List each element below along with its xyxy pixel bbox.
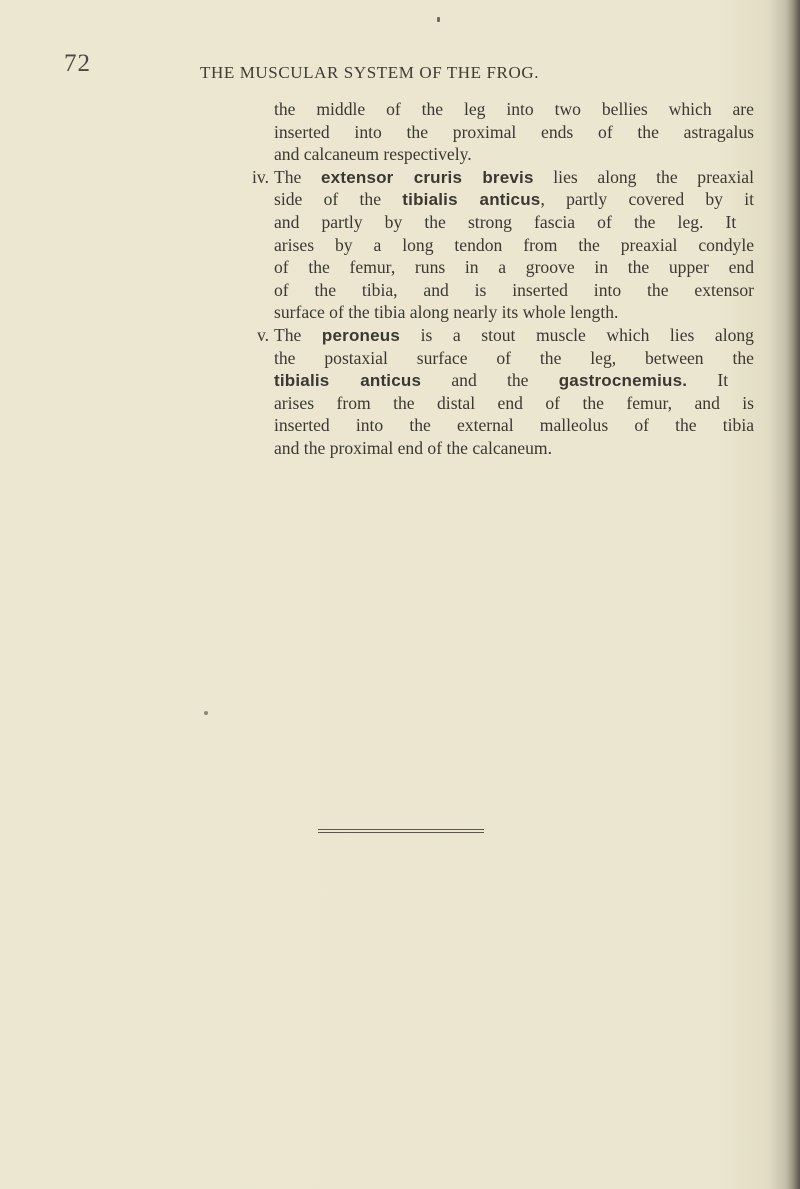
text-line: of the tibia, and is inserted into the extensor xyxy=(274,279,754,300)
print-speck xyxy=(204,711,208,715)
text-line: arises by a long tendon from the preaxial condyle xyxy=(274,234,755,255)
paragraph-marker: v. xyxy=(256,325,269,345)
closing-rule-top xyxy=(318,829,484,830)
bold-term: peroneus xyxy=(321,326,401,345)
text-line: and the proximal end of the calcaneum. xyxy=(274,438,552,458)
print-speck xyxy=(437,17,440,22)
bold-term: extensor cruris brevis xyxy=(321,167,534,187)
text-line: of the femur, runs in a groove in the upper end xyxy=(274,257,755,278)
running-title: THE MUSCULAR SYSTEM OF THE FROG. xyxy=(200,63,540,82)
bold-term: tibialis anticus xyxy=(274,371,422,391)
bold-term: tibialis anticus xyxy=(402,190,541,210)
text-line: and calcaneum respectively. xyxy=(274,144,472,165)
text-line: tibialis anticus and the gastrocnemius. It xyxy=(274,370,729,391)
text-line: the postaxial surface of the leg, between the xyxy=(274,347,754,368)
page-number: 72 xyxy=(64,50,91,77)
paragraph-marker: iv. xyxy=(252,166,269,187)
text-line: The peroneus is a stout muscle which lies along xyxy=(274,325,754,345)
bold-term: gastrocnemius. xyxy=(558,371,688,391)
text-line: the middle of the leg into two bellies which are xyxy=(274,99,754,119)
text-line: arises from the distal end of the femur, and is xyxy=(274,392,755,413)
text-line: surface of the tibia along nearly its whole length. xyxy=(274,302,619,323)
text-line: The extensor cruris brevis lies along the preaxial xyxy=(274,166,754,187)
text-line: and partly by the strong fascia of the leg. It xyxy=(274,212,737,232)
closing-rule-bottom xyxy=(318,832,484,833)
text-line: side of the tibialis anticus, partly covered by it xyxy=(274,189,755,210)
page-edge-shadow xyxy=(786,0,800,1189)
text-line: inserted into the proximal ends of the astragalus xyxy=(274,121,754,142)
text-line: inserted into the external malleolus of the tibia xyxy=(274,415,755,436)
